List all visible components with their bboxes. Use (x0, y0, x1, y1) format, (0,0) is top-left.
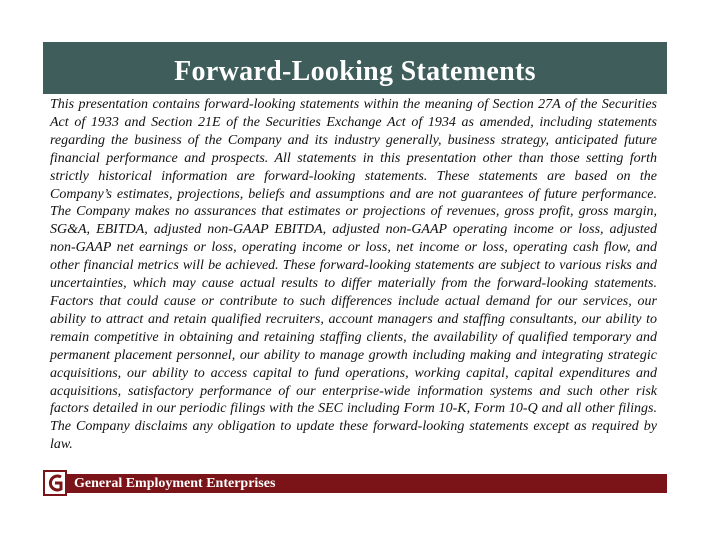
company-name: General Employment Enterprises (74, 476, 276, 491)
ge-logo-icon (43, 470, 67, 496)
disclaimer-paragraph: This presentation contains forward-looking statements within the meaning of Section 27A of the Securities Act of 1933 and Section 21E of the Securities Exchange Act of 1934 as amended, including statements regarding the business of the Company and its industry generally, business strategy, anticipated future financial performance and prospects. All statements in this presentation other than those setting forth strictly historical information are forward-looking statements. These statements are based on the Company’s estimates, projections, beliefs and assumptions and are not guarantees of future performance. The Company makes no assurances that estimates or projections of revenues, gross profit, gross margin, SG&A, EBITDA, adjusted non-GAAP EBITDA, adjusted non-GAAP operating income or loss, adjusted non-GAAP net earnings or loss, operating income or loss, net income or loss, operating cash flow, and other financial metrics will be achieved. These forward-looking statements are subject to various risks and uncertainties, which may cause actual results to differ materially from the forward-looking statements. Factors that could cause or contribute to such differences include actual demand for our services, our ability to attract and retain qualified recruiters, account managers and staffing consultants, our ability to remain competitive in obtaining and retaining staffing clients, the availability of qualified temporary and permanent placement personnel, our ability to manage growth including making and integrating strategic acquisitions, our ability to access capital to fund operations, working capital, capital expenditures and acquisitions, satisfactory performance of our enterprise-wide information systems and such other risk factors detailed in our periodic filings with the SEC including Form 10-K, Form 10-Q and all other filings. The Company disclaims any obligation to update these forward-looking statements except as required by law. (50, 97, 657, 453)
logo-g-glyph (46, 473, 64, 493)
slide-title: Forward-Looking Statements (174, 56, 536, 87)
title-bar (43, 42, 667, 94)
